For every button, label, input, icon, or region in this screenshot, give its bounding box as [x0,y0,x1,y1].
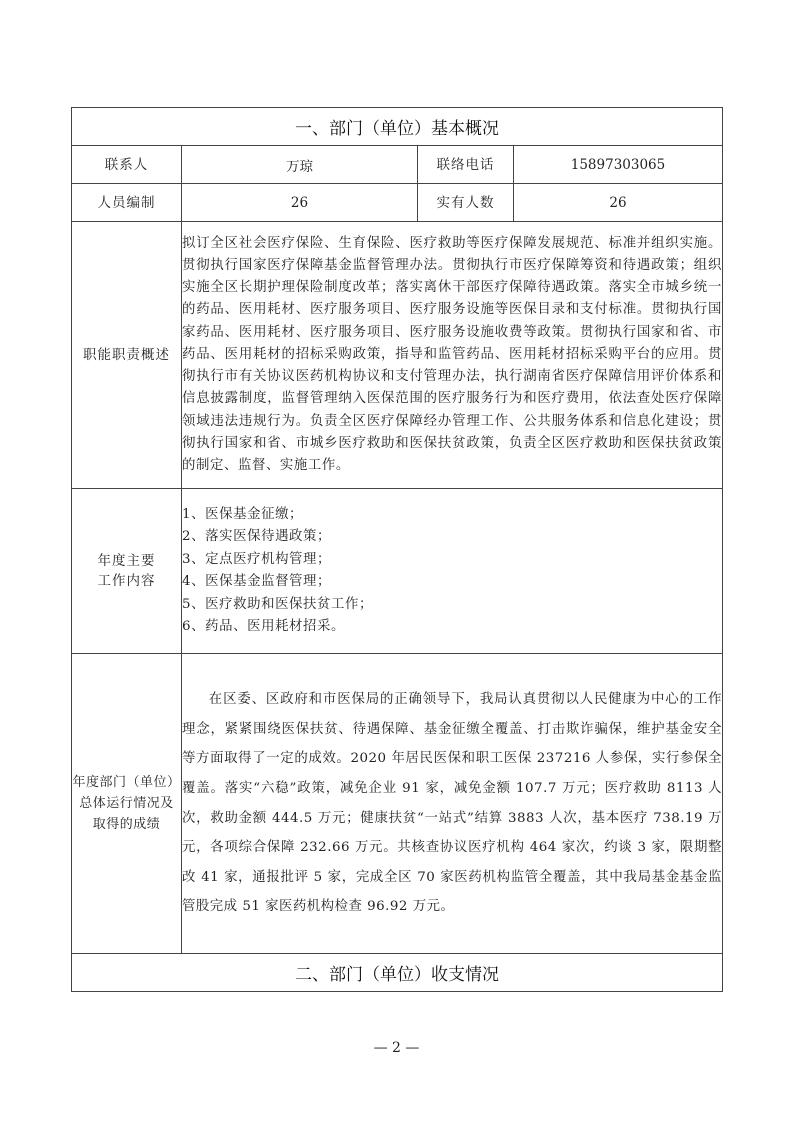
tasks-list [182,489,723,654]
duties-label: 职能职责概述 [72,222,182,489]
contact-label: 联系人 [72,146,182,184]
actual-staff-value: 26 [514,184,723,222]
task-item: 3、定点医疗机构管理； [182,551,332,567]
staff-row [72,184,723,222]
task-item: 6、药品、医用耗材招采。 [182,619,346,634]
performance-label-line3: 取得的成绩 [92,817,161,832]
contact-value: 万琼 [182,146,418,184]
page-number: — 2 — [373,1040,420,1056]
contact-row [72,146,723,184]
duties-text: 拟订全区社会医疗保险、生育保险、医疗救助等医疗保障发展规范、标准并组织实施。贯彻执行国家医疗保障基金监督管理办法。贯彻执行市医疗保障筹资和待遇政策；组织实施全区长期护理保险制度改革；落实离休干部医疗保障待遇政策。落实全市城乡统一的药品、医用耗材、医疗服务项目、医疗服务设施等医保目录和支付标准。贯彻执行国家药品、医用耗材、医疗服务项目、医疗服务设施收费等政策。贯彻执行国家和省、市药品、医用耗材的招标采购政策，指导和监管药品、医用耗材招标采购平台的应用。贯彻执行市有关协议医药机构协议和支付管理办法，执行湖南省医疗保障信用评价体系和信息披露制度，监督管理纳入医保范围的医疗服务行为和医疗费用，依法查处医疗保障领域违法违规行为。负责全区医疗保障经办管理工作、公共服务体系和信息化建设；贯彻执行国家和省、市城乡医疗救助和医保扶贫政策，负责全区医疗救助和医保扶贫政策的制定、监督、实施工作。 [182,222,723,489]
tasks-label-line2: 工作内容 [97,573,156,589]
section2-title: 二、部门（单位）收支情况 [72,954,723,992]
phone-label: 联络电话 [418,146,514,184]
performance-label [72,654,182,954]
section1-header-row [72,108,723,146]
phone-value: 15897303065 [514,146,723,184]
department-overview-table [71,107,723,992]
staff-quota-value: 26 [182,184,418,222]
duties-row [72,222,723,489]
performance-text: 在区委、区政府和市医保局的正确领导下，我局认真贯彻以人民健康为中心的工作理念，紧紧围绕医保扶贫、待遇保障、基金征缴全覆盖、打击欺诈骗保，维护基金安全等方面取得了一定的成效。2020 年居民医保和职工医保 237216 人参保，实行参保全覆盖。落实“六稳”政策，减免企业 91 家，减免金额 107.7 万元；医疗救助 8113 人次，救助金额 444.5 万元；健康扶贫“一站式”结算 3883 人次，基本医疗 738.19 万元，各项综合保障 232.66 万元。共核查协议医疗机构 464 家次，约谈 3 家，限期整改 41 家，通报批评 5 家，完成全区 70 家医药机构监管全覆盖，其中我局基金基金监管股完成 51 家医药机构检查 96.92 万元。 [182,654,723,954]
tasks-row [72,489,723,654]
section1-title: 一、部门（单位）基本概况 [72,108,723,146]
task-item: 1、医保基金征缴； [182,506,304,522]
tasks-label [72,489,182,654]
performance-label-line2: 总体运行情况及 [79,796,174,811]
staff-quota-label: 人员编制 [72,184,182,222]
task-item: 4、医保基金监督管理； [182,574,332,589]
task-item: 5、医疗救助和医保扶贫工作； [182,596,373,612]
actual-staff-label: 实有人数 [418,184,514,222]
tasks-label-line1: 年度主要 [97,553,156,569]
task-item: 2、落实医保待遇政策； [182,529,332,544]
performance-row [72,654,723,954]
section2-header-row [72,954,723,992]
performance-label-line1: 年度部门（单位） [72,775,181,790]
